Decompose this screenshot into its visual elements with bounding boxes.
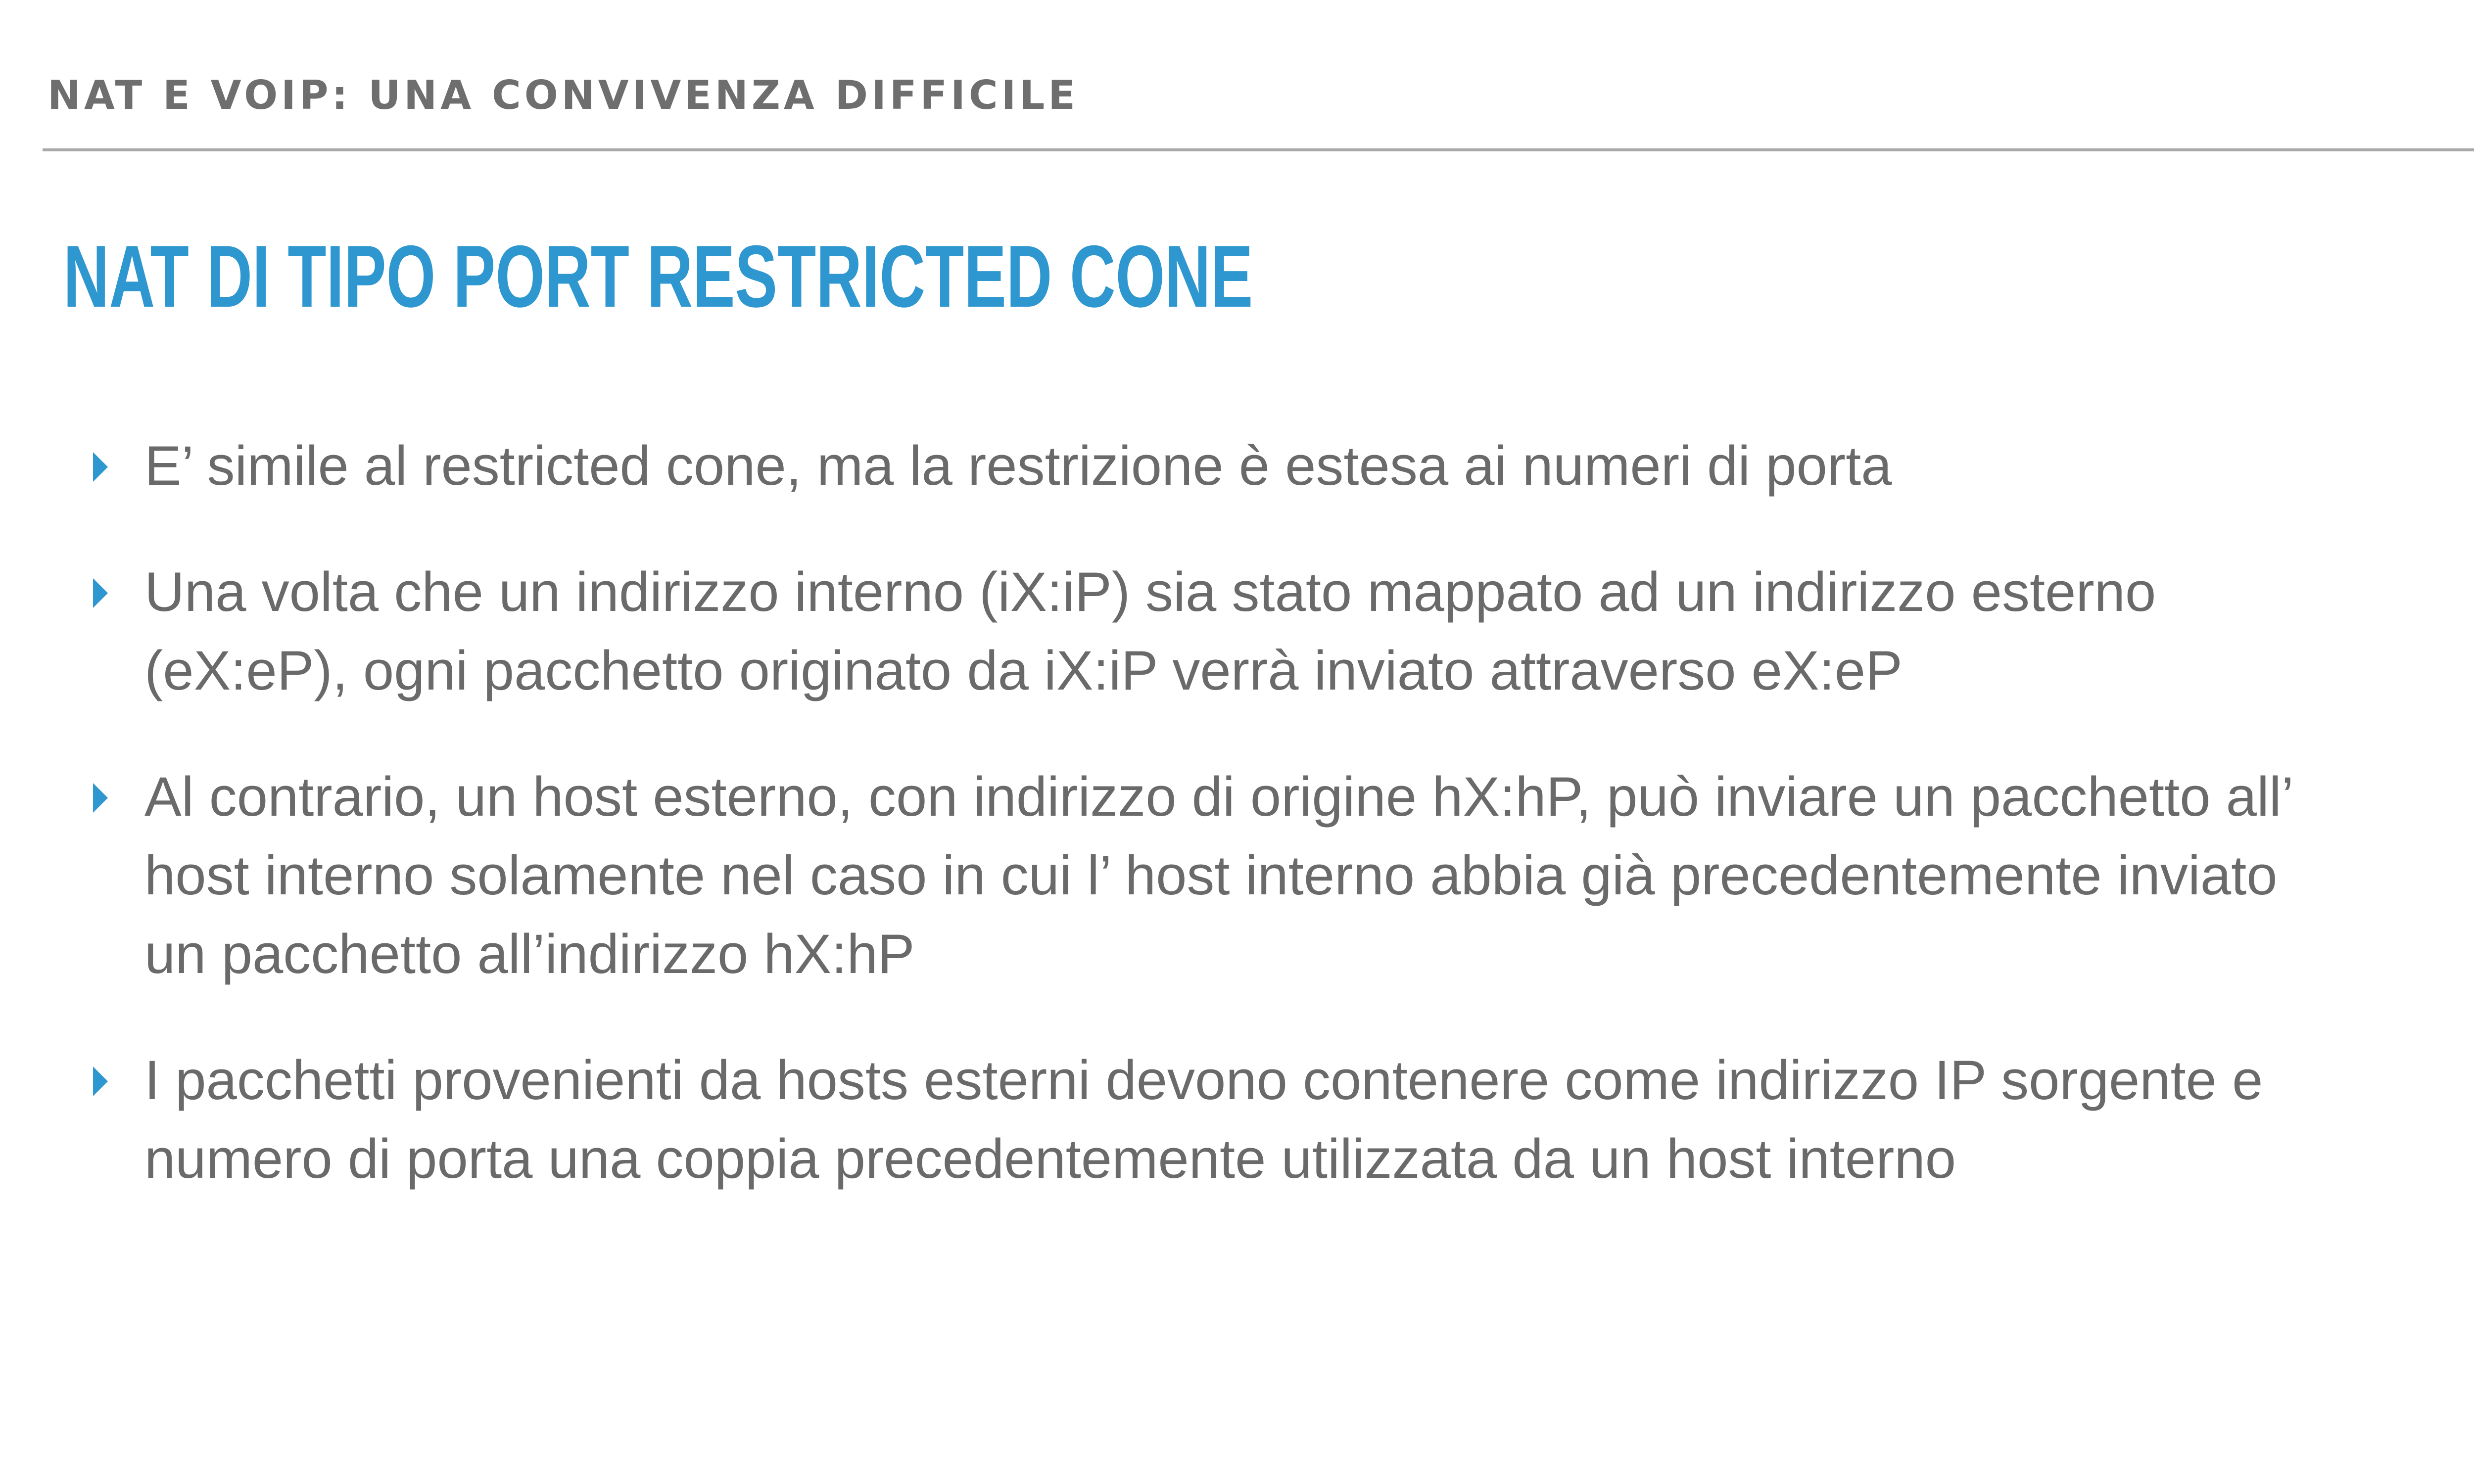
triangle-bullet-icon bbox=[93, 578, 108, 608]
triangle-bullet-icon bbox=[93, 452, 108, 482]
bullet-item bbox=[87, 757, 2343, 993]
bullet-item bbox=[87, 426, 2343, 505]
bullet-item bbox=[87, 1041, 2343, 1198]
triangle-bullet-icon bbox=[93, 1067, 108, 1096]
slide-title: NAT DI TIPO PORT RESTRICTED CONE bbox=[63, 227, 1253, 325]
bullet-text: Una volta che un indirizzo interno (iX:iP) sia stato mappato ad un indirizzo esterno (eX:eP), ogni pacchetto originato da iX:iP verrà inviato attraverso eX:eP bbox=[144, 561, 2156, 701]
bullet-item bbox=[87, 553, 2343, 710]
section-header: NAT E VOIP: UNA CONVIVENZA DIFFICILE bbox=[48, 72, 1079, 118]
bullet-text: E’ simile al restricted cone, ma la restrizione è estesa ai numeri di porta bbox=[144, 435, 1892, 497]
header-divider bbox=[43, 148, 2474, 151]
bullet-text: Al contrario, un host esterno, con indirizzo di origine hX:hP, può inviare un pacchetto all’ host interno solamente nel caso in cui l’ host interno abbia già precedentemente inviato un pacchetto all’indirizzo hX:hP bbox=[144, 766, 2292, 985]
bullet-text: I pacchetti provenienti da hosts esterni devono contenere come indirizzo IP sorgente e numero di porta una coppia precedentemente utilizzata da un host interno bbox=[144, 1049, 2263, 1190]
bullet-list bbox=[87, 426, 2343, 1246]
triangle-bullet-icon bbox=[93, 783, 108, 813]
